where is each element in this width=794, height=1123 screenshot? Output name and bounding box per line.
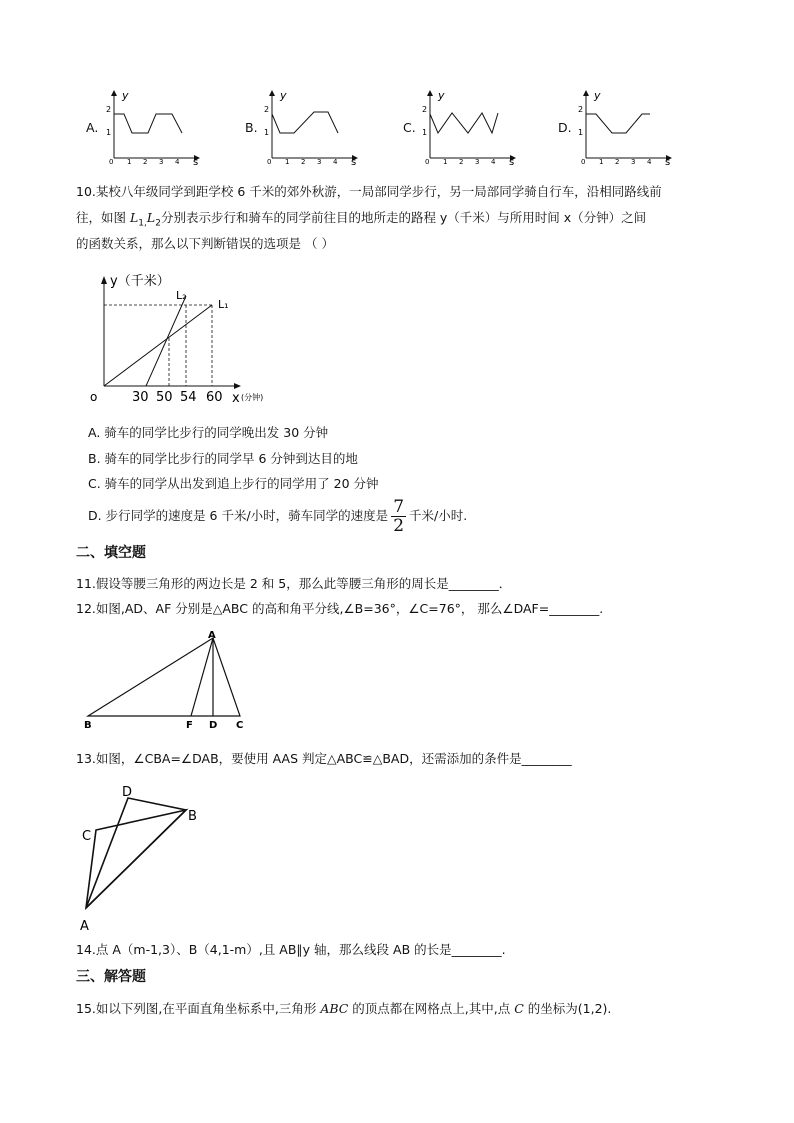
q10-graph-x-unit: (分钟) (241, 393, 264, 402)
option-d-label: D. (558, 120, 572, 135)
q10-l1: L (129, 210, 139, 225)
option-c-graph (420, 88, 516, 166)
option-c-xtick-4: 4 (491, 158, 496, 166)
option-b-xtick-0: 0 (267, 158, 272, 166)
q10-graph-y-label: y（千米） (110, 274, 170, 289)
q12-label-c: C (236, 720, 244, 731)
q10-line2-end: 分别表示步行和骑车的同学前往目的地所走的路程 y（千米）与所用时间 x（分钟）之间 (160, 210, 647, 225)
option-b-graph (262, 88, 358, 166)
option-a-ytick-1: 1 (106, 128, 112, 137)
q13-label-c: C (82, 829, 92, 844)
q13-triangle-figure (76, 778, 216, 938)
section-2-title: 二、填空题 (76, 545, 146, 561)
option-d-xtick-3: 3 (631, 158, 636, 166)
option-c-label: C. (403, 120, 416, 135)
option-c-ytick-2: 2 (422, 105, 428, 114)
q10-option-c: C. 骑车的同学从出发到追上步行的同学用了 20 分钟 (88, 476, 379, 491)
option-b-xtick-1: 1 (285, 158, 290, 166)
option-c-x-label: s (509, 157, 515, 166)
option-b-xtick-3: 3 (317, 158, 322, 166)
option-b-x-label: s (351, 157, 357, 166)
q11-text: 11.假设等腰三角形的两边长是 2 和 5，那么此等腰三角形的周长是________． (76, 576, 512, 591)
q12-label-f: F (186, 720, 193, 731)
option-b-ytick-2: 2 (264, 105, 270, 114)
option-b-y-label: y (280, 89, 287, 102)
option-c-xtick-2: 2 (459, 158, 464, 166)
option-b-xtick-4: 4 (333, 158, 338, 166)
q15-text-start: 15.如以下列图,在平面直角坐标系中,三角形 (76, 1001, 321, 1016)
q10-option-d-denominator: 2 (393, 515, 405, 536)
option-a-graph (104, 88, 200, 166)
q10-graph-l1-label: L₁ (218, 298, 229, 311)
q14-text: 14.点 A（m-1,3）、B（4,1-m）,且 AB∥y 轴，那么线段 AB 的长是________. (76, 942, 506, 957)
q10-graph-xtick-30: 30 (132, 390, 149, 405)
option-a-label: A. (86, 120, 99, 135)
q10-line3: 的函数关系，那么以下判断错误的选项是 （ ） (76, 236, 334, 251)
q15-c: C (514, 1001, 524, 1016)
q13-label-a: A (80, 919, 89, 934)
q10-option-d-fraction (391, 498, 406, 535)
section-3-title: 三、解答题 (76, 969, 146, 985)
option-b-ytick-1: 1 (264, 128, 270, 137)
q10-graph-x-label: x (232, 391, 240, 406)
q10-l1-sub: 1, (138, 218, 147, 229)
option-a-y-label: y (122, 89, 129, 102)
option-c-y-label: y (438, 89, 445, 102)
q12-text: 12.如图,AD、AF 分别是△ABC 的高和角平分线,∠B=36°，∠C=76°， 那么∠DAF=________. (76, 601, 604, 616)
q10-line1: 10.某校八年级同学到距学校 6 千米的郊外秋游，一局部同学步行，另一局部同学骑自行车，沿相同路线前 (76, 184, 662, 199)
option-a-xtick-0: 0 (109, 158, 114, 166)
q10-option-b: B. 骑车的同学比步行的同学早 6 分钟到达目的地 (88, 451, 358, 466)
q10-line2-start: 往，如图 (76, 210, 130, 225)
q10-l2: L (146, 210, 156, 225)
option-b-label: B. (245, 120, 258, 135)
option-c-ytick-1: 1 (422, 128, 428, 137)
q12-label-d: D (209, 720, 218, 731)
option-a-xtick-4: 4 (175, 158, 180, 166)
option-d-ytick-1: 1 (578, 128, 584, 137)
q12-label-b: B (84, 720, 92, 731)
option-d-y-label: y (594, 89, 601, 102)
option-c-xtick-0: 0 (425, 158, 430, 166)
q15-text-mid: 的顶点都在网格点上,其中,点 (348, 1001, 515, 1016)
option-c-xtick-3: 3 (475, 158, 480, 166)
option-c-xtick-1: 1 (443, 158, 448, 166)
q10-option-d-text: D. 步行同学的速度是 6 千米/小时，骑车同学的速度是 (88, 508, 389, 523)
option-d-graph (576, 88, 672, 166)
q10-option-a: A. 骑车的同学比步行的同学晚出发 30 分钟 (88, 425, 329, 440)
option-a-xtick-3: 3 (159, 158, 164, 166)
q13-label-d: D (122, 785, 133, 800)
q10-graph-origin: o (90, 390, 98, 404)
option-a-xtick-2: 2 (143, 158, 148, 166)
option-d-xtick-0: 0 (581, 158, 586, 166)
q15-text-end: 的坐标为(1,2). (523, 1001, 612, 1016)
option-graphs-row (0, 88, 794, 168)
option-a-xtick-1: 1 (127, 158, 132, 166)
q10-graph-xtick-50: 50 (156, 390, 173, 405)
q12-triangle-figure (80, 628, 260, 738)
q10-graph-xtick-60: 60 (206, 390, 223, 405)
option-d-x-label: s (665, 157, 671, 166)
option-d-xtick-2: 2 (615, 158, 620, 166)
option-a-x-label: s (193, 157, 199, 166)
option-b-xtick-2: 2 (301, 158, 306, 166)
q10-graph-xtick-54: 54 (180, 390, 197, 405)
q12-label-a: A (208, 630, 216, 641)
q10-option-d (88, 496, 467, 536)
q10-line2 (76, 210, 646, 232)
q13-label-b: B (188, 809, 197, 824)
option-d-xtick-1: 1 (599, 158, 604, 166)
option-a-ytick-2: 2 (106, 105, 112, 114)
q10-graph (82, 266, 282, 410)
option-d-xtick-4: 4 (647, 158, 652, 166)
q10-option-d-unit: 千米/小时. (409, 508, 468, 523)
q10-graph-l2-label: L₂ (176, 289, 187, 302)
q10-option-d-numerator: 7 (393, 496, 405, 517)
q10-l2-sub: 2 (155, 218, 161, 229)
q15-abc: ABC (320, 1001, 349, 1016)
option-d-ytick-2: 2 (578, 105, 584, 114)
q13-text: 13.如图，∠CBA=∠DAB，要使用 AAS 判定△ABC≌△BAD，还需添加的条件是________ (76, 751, 572, 766)
q15-text (76, 1001, 611, 1017)
